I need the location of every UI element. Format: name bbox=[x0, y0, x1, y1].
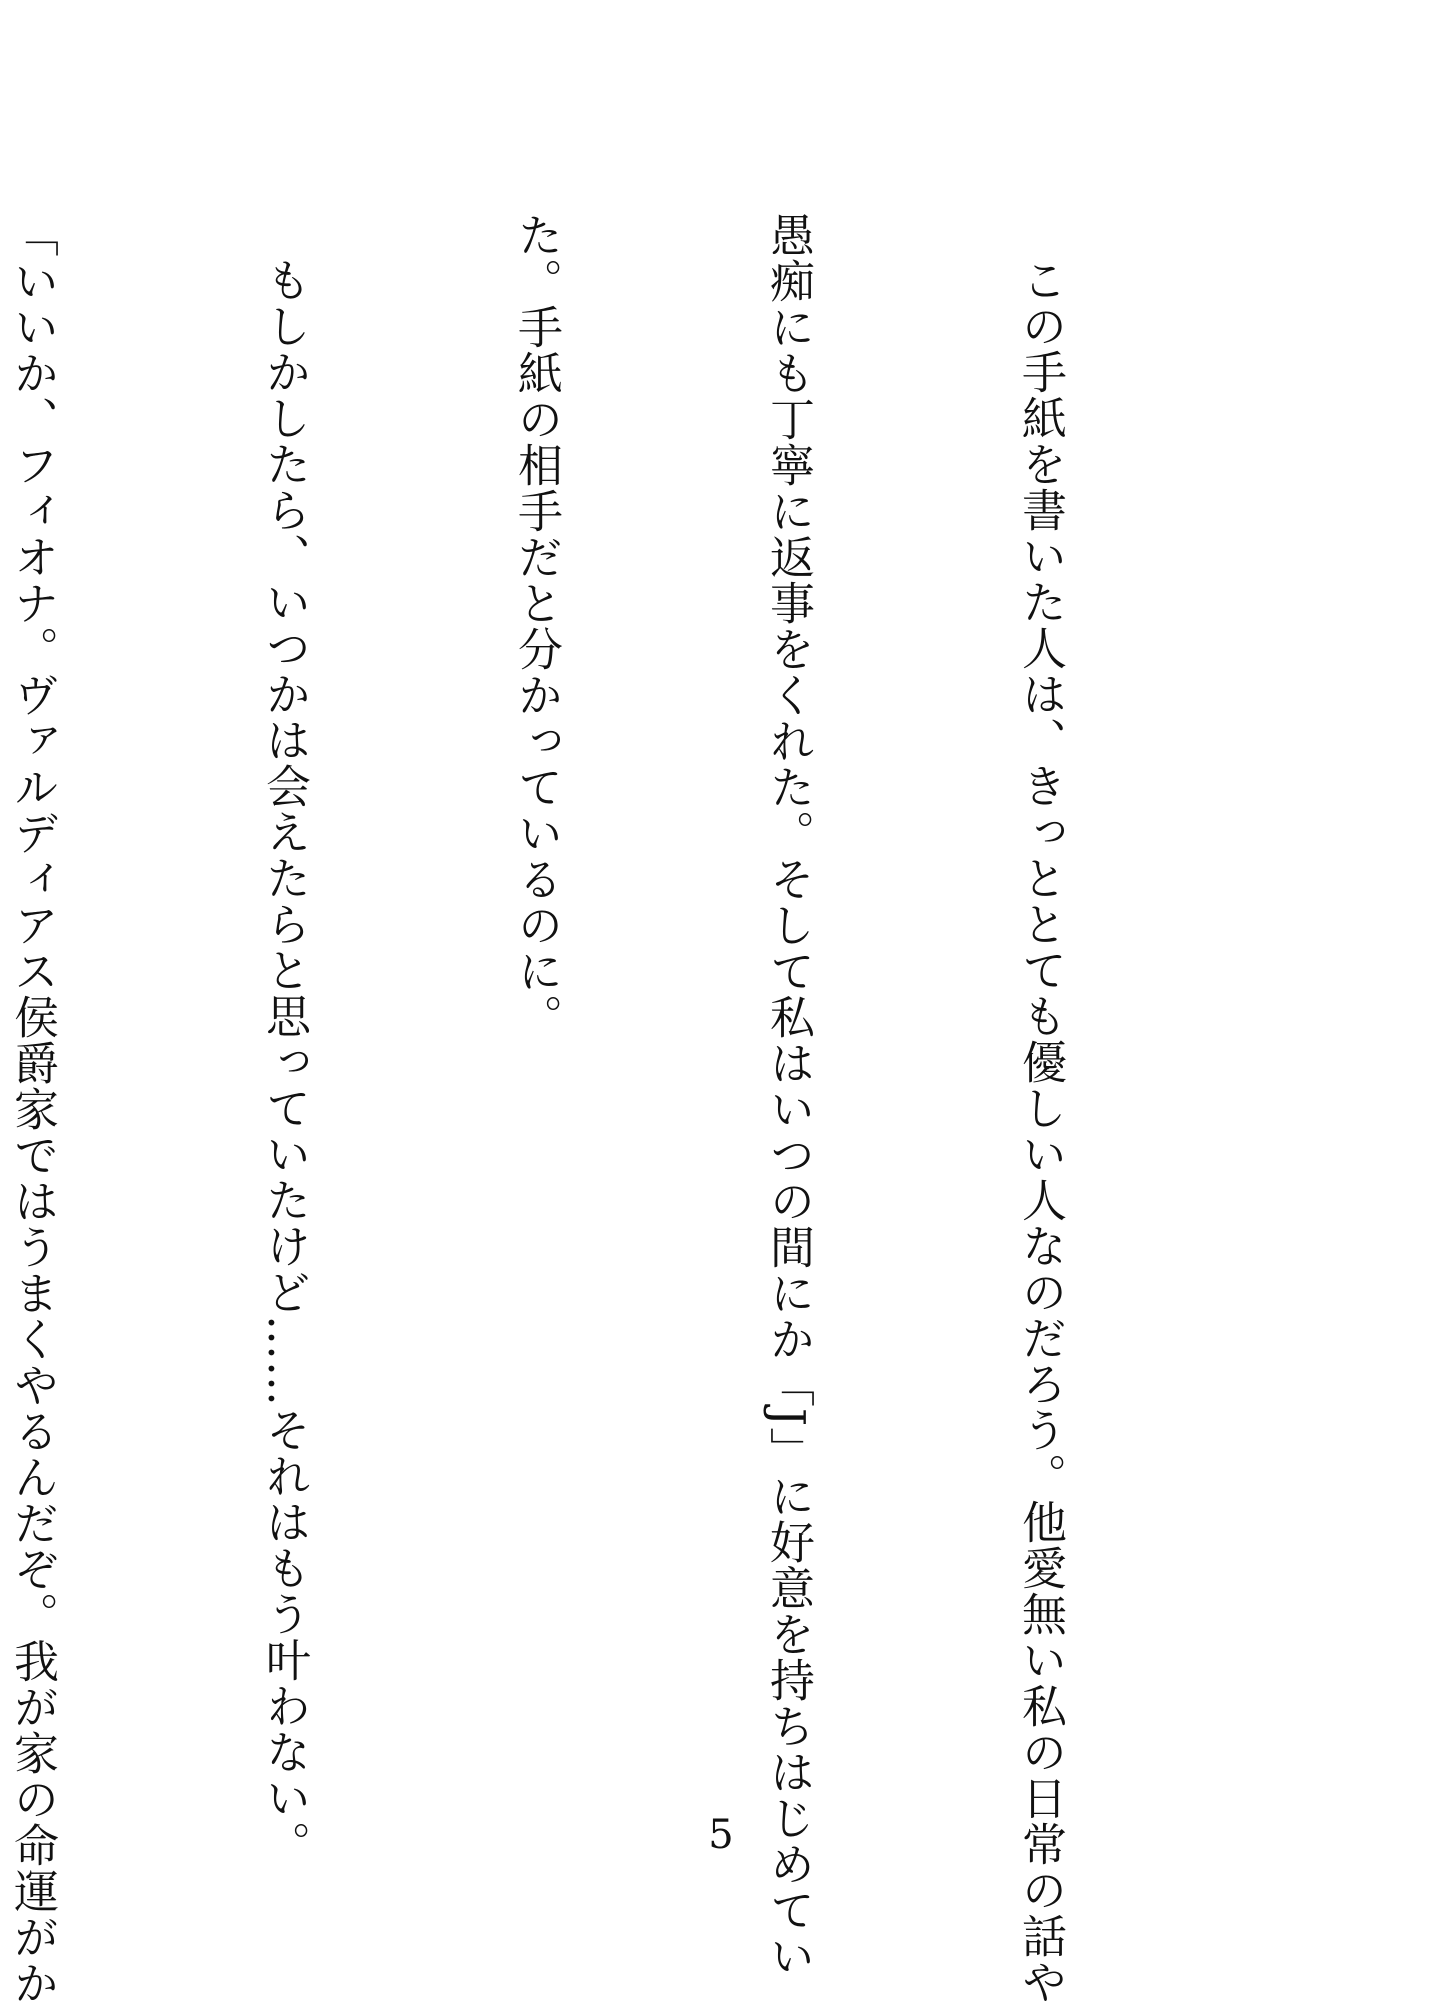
body-text bbox=[0, 212, 1250, 2006]
page-number: 5 bbox=[708, 1812, 734, 1858]
text-line: 愚痴にも丁寧に返事をくれた。そして私はいつの間にか「J」に好意を持ちはじめてい bbox=[762, 212, 815, 1980]
text-line: た。手紙の相手だと分かっているのに。 bbox=[510, 212, 563, 1040]
text-line: この手紙を書いた人は、きっととても優しい人なのだろう。他愛無い私の日常の話や bbox=[1014, 257, 1067, 2005]
text-line: 「いいか、フィオナ。ヴァルディアス侯爵家ではうまくやるんだぞ。我が家の命運がか bbox=[6, 212, 59, 2006]
text-line: もしかしたら、いつかは会えたらと思っていたけど……それはもう叶わない。 bbox=[258, 257, 311, 1867]
